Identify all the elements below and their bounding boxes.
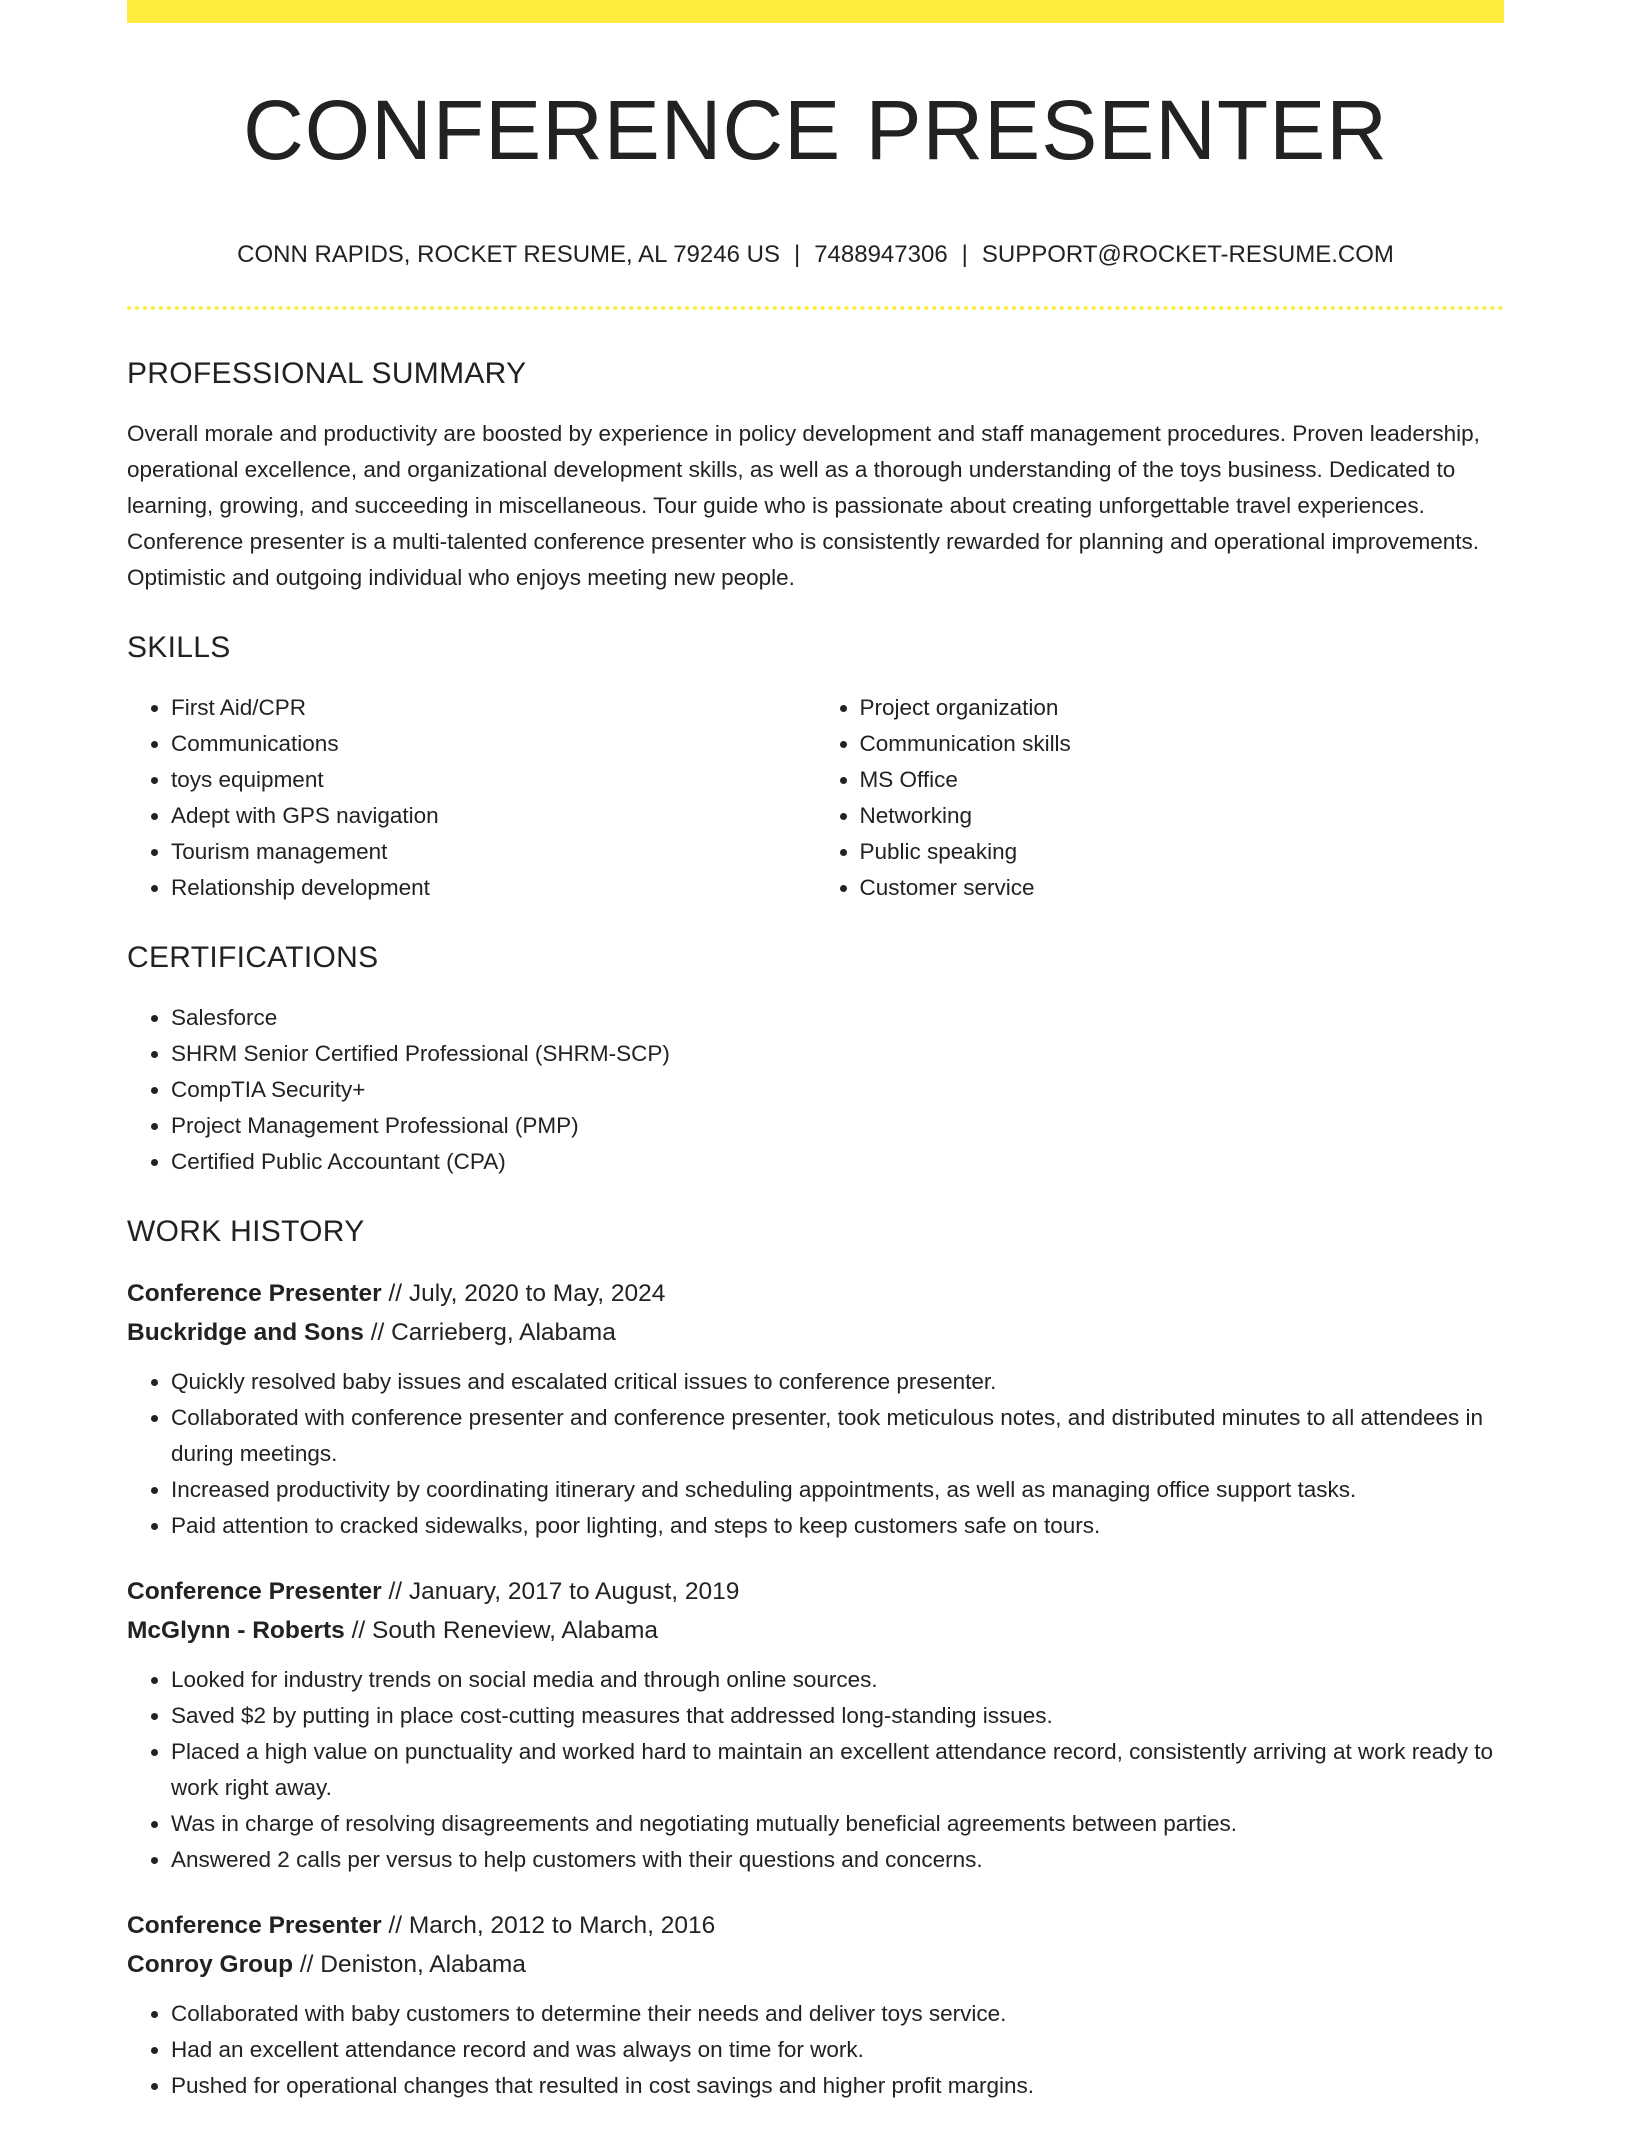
resume-page [127, 0, 1504, 2112]
section-heading: PROFESSIONAL SUMMARY [127, 357, 527, 390]
job-dates: // March, 2012 to March, 2016 [381, 1912, 716, 1939]
job-location: // Deniston, Alabama [293, 1951, 526, 1978]
skill-item: • Adept with GPS navigation [171, 798, 816, 834]
job-bullet: • Paid attention to cracked sidewalks, poor lighting, and steps to keep customers safe on tours. [171, 1508, 1504, 1544]
certifications-list [127, 1000, 1504, 1180]
skill-item: • Networking [860, 798, 1505, 834]
job-location: // South Reneview, Alabama [344, 1617, 659, 1644]
job-bullets [127, 1364, 1504, 1544]
resume-name: CONFERENCE PRESENTER [243, 83, 1388, 177]
certification-item: • Certified Public Accountant (CPA) [171, 1144, 1504, 1180]
skill-item: • First Aid/CPR [171, 690, 816, 726]
job-bullets [127, 1996, 1504, 2104]
skill-item: • Public speaking [860, 834, 1505, 870]
certification-item: • SHRM Senior Certified Professional (SHRM-SCP) [171, 1036, 1504, 1072]
job-bullet: • Quickly resolved baby issues and escalated critical issues to conference presenter. [171, 1364, 1504, 1400]
skills-list-left [127, 690, 816, 906]
job-entry [127, 1274, 1504, 1544]
summary-section [127, 352, 1504, 596]
contact-email: SUPPORT@ROCKET-RESUME.COM [981, 241, 1394, 268]
job-title-line [127, 1274, 1504, 1314]
job-bullet: • Was in charge of resolving disagreements and negotiating mutually beneficial agreements between parties. [171, 1806, 1504, 1842]
job-dates: // January, 2017 to August, 2019 [381, 1578, 740, 1605]
certification-item: • Project Management Professional (PMP) [171, 1108, 1504, 1144]
job-bullet: • Increased productivity by coordinating itinerary and scheduling appointments, as well as managing office support tasks. [171, 1472, 1504, 1508]
job-bullet: • Collaborated with conference presenter and conference presenter, took meticulous notes, and distributed minutes to all attendees in during meetings. [171, 1400, 1504, 1472]
job-bullet: • Placed a high value on punctuality and worked hard to maintain an excellent attendance record, consistently arriving at work ready to work right away. [171, 1734, 1504, 1806]
certifications-section [127, 936, 1504, 1180]
job-title: Conference Presenter [127, 1280, 382, 1307]
work-history-section [127, 1210, 1504, 2104]
contact-line [127, 238, 1504, 272]
job-company-line [127, 1314, 1504, 1352]
skill-item: • MS Office [860, 762, 1505, 798]
skills-list-right [816, 690, 1505, 906]
summary-text: Overall morale and productivity are boosted by experience in policy development and staff management procedures. Proven leadership, operational excellence, and organizational development skills, as well as a thorough understanding of the toys business. Dedicated to learning, growing, and succeeding in miscellaneous. Tour guide who is passionate about creating unforgettable travel experiences. Conference presenter is a multi-talented conference presenter who is consistently rewarded for planning and operational improvements. Optimistic and outgoing individual who enjoys meeting new people. [127, 421, 1480, 590]
skill-item: • Communication skills [860, 726, 1505, 762]
contact-phone: 7488947306 [814, 241, 948, 268]
job-dates: // July, 2020 to May, 2024 [381, 1280, 666, 1307]
contact-address: CONN RAPIDS, ROCKET RESUME, AL 79246 US [237, 241, 780, 268]
section-heading: SKILLS [127, 631, 231, 664]
job-title-line [127, 1906, 1504, 1946]
job-bullet: • Answered 2 calls per versus to help customers with their questions and concerns. [171, 1842, 1504, 1878]
job-bullet: • Saved $2 by putting in place cost-cutting measures that addressed long-standing issues. [171, 1698, 1504, 1734]
skill-item: • Project organization [860, 690, 1505, 726]
accent-top-bar [127, 0, 1504, 23]
job-location: // Carrieberg, Alabama [363, 1319, 616, 1346]
contact-separator: | [961, 241, 968, 268]
job-company: McGlynn - Roberts [127, 1617, 345, 1644]
skills-section [127, 626, 1504, 906]
skills-columns [127, 690, 1504, 906]
skill-item: • Relationship development [171, 870, 816, 906]
job-entry [127, 1572, 1504, 1878]
dotted-divider [127, 306, 1504, 310]
job-title: Conference Presenter [127, 1578, 382, 1605]
job-bullet: • Pushed for operational changes that resulted in cost savings and higher profit margins. [171, 2068, 1504, 2104]
job-bullet: • Had an excellent attendance record and was always on time for work. [171, 2032, 1504, 2068]
skill-item: • toys equipment [171, 762, 816, 798]
job-bullet: • Looked for industry trends on social media and through online sources. [171, 1662, 1504, 1698]
skill-item: • Customer service [860, 870, 1505, 906]
job-bullet: • Collaborated with baby customers to determine their needs and deliver toys service. [171, 1996, 1504, 2032]
section-heading: CERTIFICATIONS [127, 941, 379, 974]
job-company: Buckridge and Sons [127, 1319, 364, 1346]
section-heading: WORK HISTORY [127, 1215, 365, 1248]
skill-item: • Communications [171, 726, 816, 762]
job-entry [127, 1906, 1504, 2104]
contact-separator: | [793, 241, 801, 268]
job-title: Conference Presenter [127, 1912, 382, 1939]
certification-item: • CompTIA Security+ [171, 1072, 1504, 1108]
job-company-line [127, 1612, 1504, 1650]
job-title-line [127, 1572, 1504, 1612]
certification-item: • Salesforce [171, 1000, 1504, 1036]
job-bullets [127, 1662, 1504, 1878]
resume-content [127, 352, 1504, 2132]
skill-item: • Tourism management [171, 834, 816, 870]
job-company-line [127, 1946, 1504, 1984]
job-company: Conroy Group [127, 1951, 294, 1978]
